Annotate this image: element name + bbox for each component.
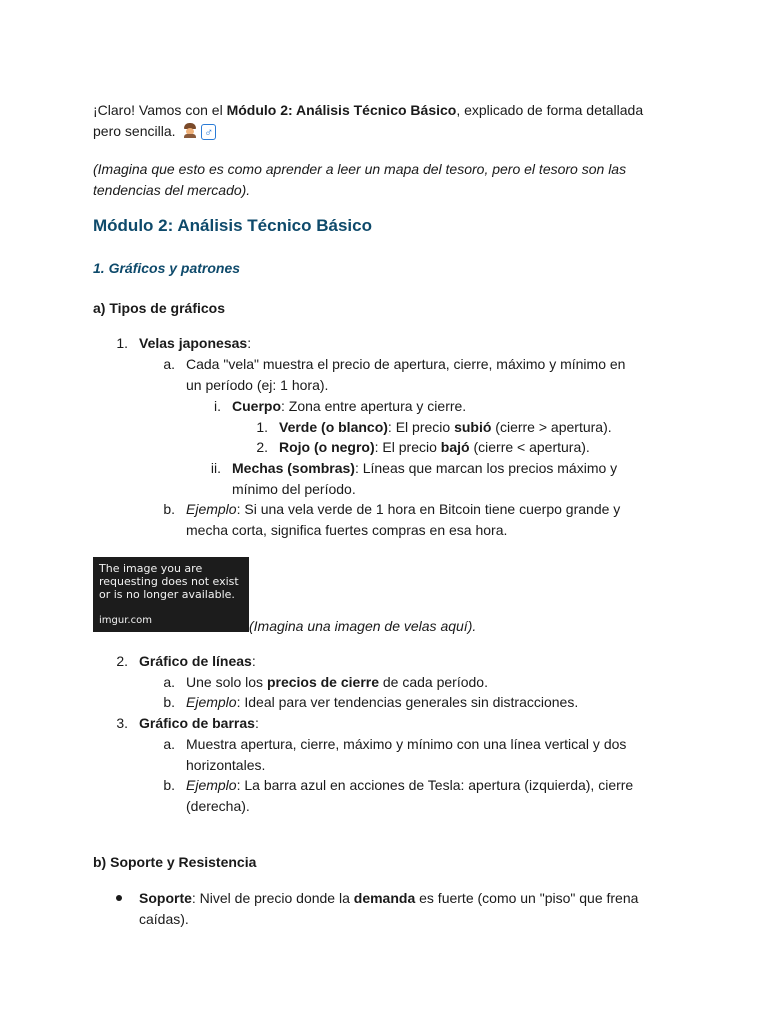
- aside-line-1: (Imagina que esto es como aprender a leer un mapa del tesoro, pero el tesoro son las: [93, 161, 627, 177]
- list-item-bar-description: Muestra apertura, cierre, máximo y mínimo con una línea vertical y dos horizontales.: [186, 736, 627, 773]
- list-item-line-example: Ejemplo: Ideal para ver tendencias generales sin distracciones.: [186, 694, 579, 710]
- list-item-support: Soporte: Nivel de precio donde la demanda es fuerte (como un "piso" que frena caídas).: [139, 890, 639, 927]
- intro-text: ¡Claro! Vamos con el: [93, 102, 227, 118]
- intro-text-end: , explicado de forma detallada: [456, 102, 644, 118]
- list-marker: 1.: [256, 419, 268, 435]
- intro-text-line2: pero sencilla.: [93, 123, 176, 139]
- list-item-line-chart: Gráfico de líneas:: [139, 653, 256, 669]
- list-marker: i.: [214, 398, 221, 414]
- module-title: Módulo 2: Análisis Técnico Básico: [93, 216, 372, 235]
- bullet-marker: [116, 895, 122, 901]
- image-source-label: imgur.com: [99, 615, 152, 626]
- list-marker: 1.: [116, 335, 128, 351]
- aside-line-2: tendencias del mercado).: [93, 182, 251, 198]
- list-item-body: Cuerpo: Zona entre apertura y cierre.: [232, 398, 467, 414]
- detective-icon: [183, 123, 197, 138]
- list-marker: b.: [163, 501, 175, 517]
- list-marker: a.: [163, 674, 175, 690]
- aside-paragraph: [93, 159, 683, 201]
- list-item-example: Ejemplo: Si una vela verde de 1 hora en Bitcoin tiene cuerpo grande y mecha corta, significa fuertes compras en esa hora.: [186, 501, 621, 538]
- list-marker: a.: [163, 736, 175, 752]
- unavailable-image: [93, 557, 249, 632]
- list-item-candles: Velas japonesas:: [139, 335, 252, 351]
- male-sign-icon: ♂: [201, 124, 216, 140]
- list-marker: 2.: [116, 653, 128, 669]
- list-item-green: Verde (o blanco): El precio subió (cierre > apertura).: [279, 419, 612, 435]
- intro-paragraph: [93, 100, 683, 142]
- section-heading: 1. Gráficos y patrones: [93, 260, 241, 276]
- intro-bold: Módulo 2: Análisis Técnico Básico: [226, 102, 457, 118]
- list-marker: b.: [163, 777, 175, 793]
- list-item-bar-chart: Gráfico de barras:: [139, 715, 259, 731]
- list-item-closing-prices: Une solo los precios de cierre de cada período.: [186, 674, 488, 690]
- list-marker: ii.: [210, 460, 221, 476]
- list-marker: 2.: [256, 439, 268, 455]
- subsection-a-heading: a) Tipos de gráficos: [93, 300, 225, 316]
- list-item-candle-description: Cada "vela" muestra el precio de apertura, cierre, máximo y mínimo en un período (ej: 1 hora).: [186, 356, 626, 393]
- subsection-b-heading: b) Soporte y Resistencia: [93, 854, 257, 870]
- image-caption: (Imagina una imagen de velas aquí).: [249, 618, 477, 634]
- image-error-message: The image you are requesting does not exist or is no longer available.: [99, 562, 239, 601]
- list-marker: a.: [163, 356, 175, 372]
- list-item-wicks: Mechas (sombras): Líneas que marcan los precios máximo y mínimo del período.: [232, 460, 618, 497]
- list-marker: b.: [163, 694, 175, 710]
- list-marker: 3.: [116, 715, 128, 731]
- list-item-red: Rojo (o negro): El precio bajó (cierre < apertura).: [279, 439, 590, 455]
- list-item-bar-example: Ejemplo: La barra azul en acciones de Tesla: apertura (izquierda), cierre (derecha).: [186, 777, 634, 814]
